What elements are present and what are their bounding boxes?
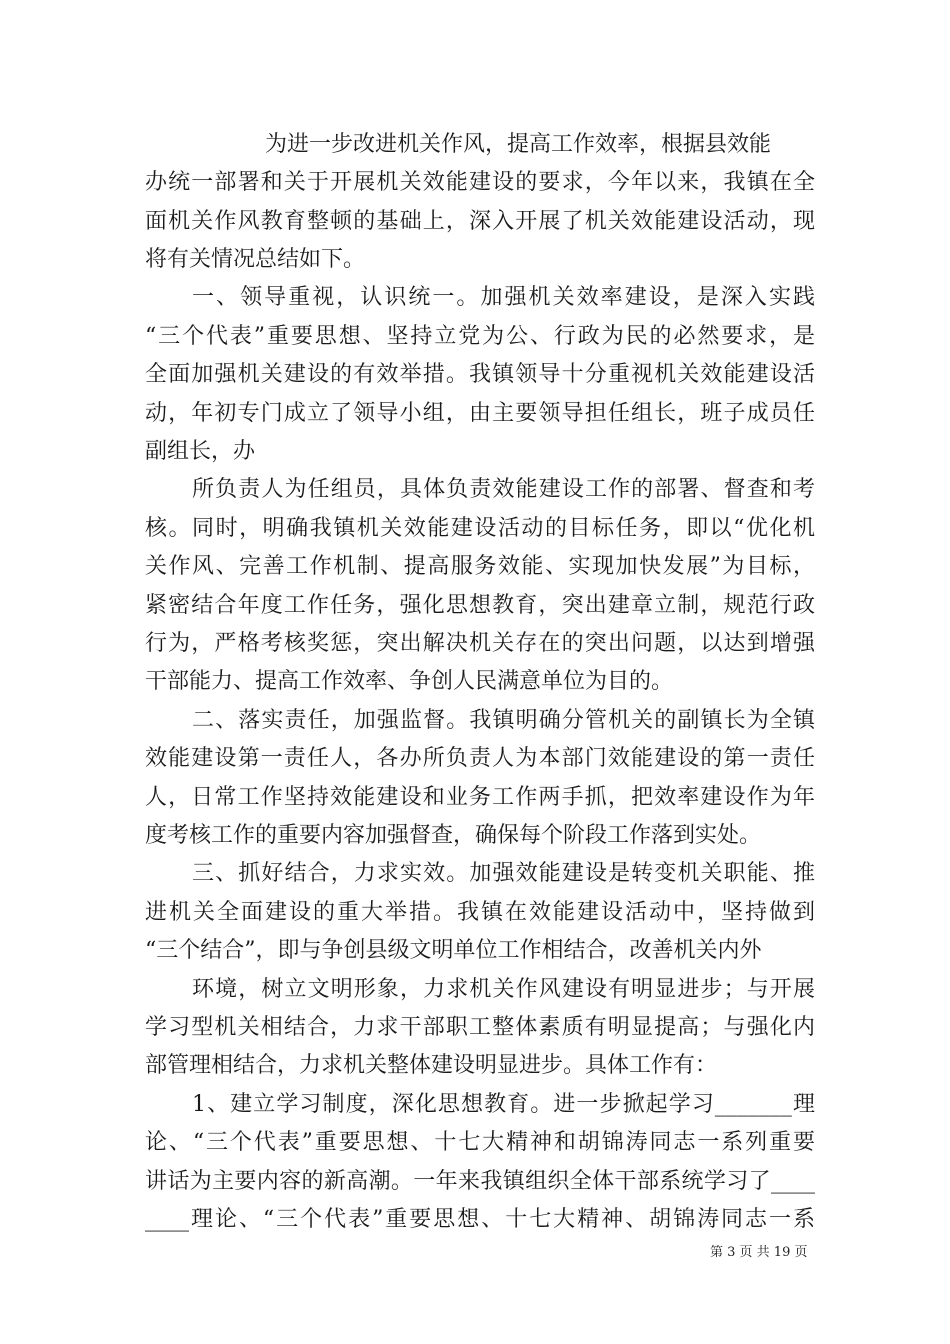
paragraph-line: 学习型机关相结合，力求干部职工整体素质有明显提高；与强化内 <box>145 1015 815 1040</box>
paragraph-line: 动，年初专门成立了领导小组，由主要领导担任组长，班子成员任 <box>145 401 815 426</box>
paragraph-line: 为进一步改进机关作风，提高工作效率，根据县效能 <box>265 132 772 157</box>
paragraph-line: 将有关情况总结如下。 <box>145 247 366 272</box>
paragraph-line: “三个代表”重要思想、坚持立党为公、行政为民的必然要求，是 <box>145 324 815 349</box>
paragraph-line: “三个结合”，即与争创县级文明单位工作相结合，改善机关内外 <box>145 938 762 963</box>
paragraph-line: 环境，树立文明形象，力求机关作风建设有明显进步；与开展 <box>192 977 815 1002</box>
paragraph-line: 部管理相结合，力求机关整体建设明显进步。具体工作有： <box>145 1053 718 1078</box>
paragraph-line: 干部能力、提高工作效率、争创人民满意单位为目的。 <box>145 669 674 694</box>
paragraph-line: 1、建立学习制度，深化思想教育。进一步掀起学习_______理 <box>192 1092 815 1117</box>
paragraph-line: 行为，严格考核奖惩，突出解决机关存在的突出问题，以达到增强 <box>145 631 815 656</box>
paragraph-line: 关作风、完善工作机制、提高服务效能、实现加快发展”为目标， <box>145 554 815 579</box>
paragraph-line: ____理论、“三个代表”重要思想、十七大精神、胡锦涛同志一系 <box>145 1207 815 1232</box>
paragraph-line: 三、抓好结合，力求实效。加强效能建设是转变机关职能、推 <box>192 861 815 886</box>
paragraph-line: 全面加强机关建设的有效举措。我镇领导十分重视机关效能建设活 <box>145 362 815 387</box>
paragraph-line: 紧密结合年度工作任务，强化思想教育，突出建章立制，规范行政 <box>145 593 815 618</box>
paragraph-line: 人，日常工作坚持效能建设和业务工作两手抓，把效率建设作为年 <box>145 785 815 810</box>
paragraph-line: 所负责人为任组员，具体负责效能建设工作的部署、督查和考 <box>192 477 815 502</box>
paragraph-line: 论、“三个代表”重要思想、十七大精神和胡锦涛同志一系列重要 <box>145 1130 815 1155</box>
paragraph-line: 度考核工作的重要内容加强督查，确保每个阶段工作落到实处。 <box>145 823 762 848</box>
paragraph-line: 办统一部署和关于开展机关效能建设的要求，今年以来，我镇在全 <box>145 170 815 195</box>
paragraph-line: 讲话为主要内容的新高潮。一年来我镇组织全体干部系统学习了____ <box>145 1169 815 1194</box>
page-number: 第 3 页 共 19 页 <box>710 1245 808 1260</box>
paragraph-line: 二、落实责任，加强监督。我镇明确分管机关的副镇长为全镇 <box>192 708 815 733</box>
paragraph-line: 进机关全面建设的重大举措。我镇在效能建设活动中，坚持做到 <box>145 900 815 925</box>
paragraph-line: 核。同时，明确我镇机关效能建设活动的目标任务，即以“优化机 <box>145 516 815 541</box>
paragraph-line: 效能建设第一责任人，各办所负责人为本部门效能建设的第一责任 <box>145 746 815 771</box>
paragraph-line: 一、领导重视，认识统一。加强机关效率建设，是深入实践 <box>192 285 815 310</box>
paragraph-line: 面机关作风教育整顿的基础上，深入开展了机关效能建设活动，现 <box>145 209 815 234</box>
paragraph-line: 副组长，办 <box>145 439 256 464</box>
